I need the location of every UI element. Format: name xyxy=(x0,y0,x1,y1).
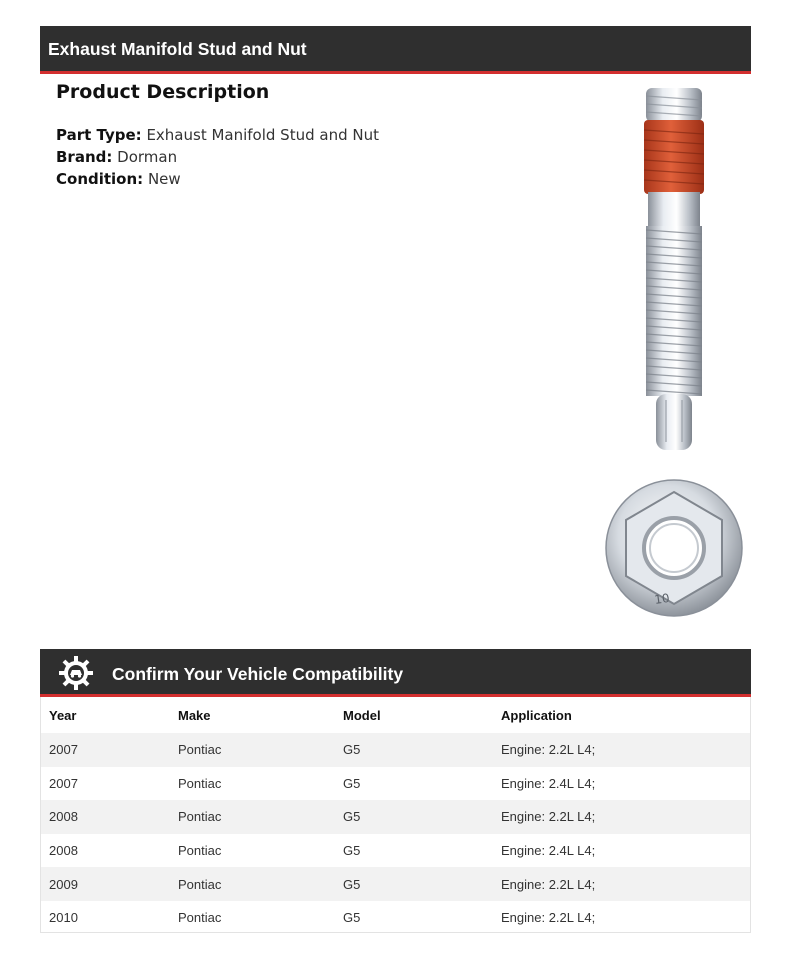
product-description xyxy=(56,78,576,190)
stud-tip xyxy=(656,394,692,450)
cell-application: Engine: 2.4L L4; xyxy=(501,775,596,791)
table-row xyxy=(41,767,750,801)
compatibility-title: Confirm Your Vehicle Compatibility xyxy=(112,664,404,684)
cell-year: 2008 xyxy=(41,800,170,834)
cell-year: 2007 xyxy=(41,733,170,767)
cell-model: G5 xyxy=(343,775,361,791)
cell-application: Engine: 2.2L L4; xyxy=(493,733,750,767)
table-header-row xyxy=(41,697,750,733)
spec-label: Condition: xyxy=(56,170,144,188)
spec-part-type xyxy=(56,124,576,146)
cell-year: 2007 xyxy=(49,775,78,791)
column-application: Application xyxy=(501,707,572,723)
cell-application: Engine: 2.2L L4; xyxy=(501,910,596,926)
flange-nut xyxy=(606,480,742,616)
table-row xyxy=(41,867,750,901)
cell-make: Pontiac xyxy=(170,733,335,767)
cell-make: Pontiac xyxy=(178,775,222,791)
cell-year: 2009 xyxy=(41,867,170,901)
column-year: Year xyxy=(49,707,77,723)
cell-model: G5 xyxy=(343,910,361,926)
product-title: Exhaust Manifold Stud and Nut xyxy=(48,39,307,59)
cell-model: G5 xyxy=(343,843,361,859)
description-heading: Product Description xyxy=(56,81,270,103)
cell-application: Engine: 2.2L L4; xyxy=(493,800,750,834)
cell-make: Pontiac xyxy=(178,910,222,926)
spec-label: Brand: xyxy=(56,148,113,166)
cell-model: G5 xyxy=(335,800,493,834)
stud-and-nut-illustration xyxy=(600,80,760,620)
nut-mark: 10 xyxy=(653,590,671,607)
cell-make: Pontiac xyxy=(178,843,222,859)
spec-value: Dorman xyxy=(117,148,178,166)
column-make: Make xyxy=(178,707,211,723)
cell-year: 2010 xyxy=(49,910,78,926)
gear-car-icon xyxy=(58,655,94,695)
cell-make: Pontiac xyxy=(170,800,335,834)
table-row xyxy=(41,834,750,868)
cell-make: Pontiac xyxy=(170,867,335,901)
product-image xyxy=(600,80,760,624)
compatibility-table xyxy=(40,697,751,933)
cell-year: 2008 xyxy=(49,843,78,859)
stud-shank xyxy=(648,192,700,228)
compatibility-bar xyxy=(40,649,751,697)
spec-condition xyxy=(56,168,576,190)
cell-application: Engine: 2.2L L4; xyxy=(493,867,750,901)
spec-label: Part Type: xyxy=(56,126,142,144)
table-row xyxy=(41,800,750,834)
product-title-bar xyxy=(40,26,751,74)
table-row xyxy=(41,733,750,767)
cell-model: G5 xyxy=(335,733,493,767)
spec-brand xyxy=(56,146,576,168)
table-row xyxy=(41,901,750,933)
cell-model: G5 xyxy=(335,867,493,901)
spec-value: Exhaust Manifold Stud and Nut xyxy=(146,126,379,144)
spec-value: New xyxy=(147,170,181,188)
cell-application: Engine: 2.4L L4; xyxy=(501,843,596,859)
column-model: Model xyxy=(343,707,381,723)
